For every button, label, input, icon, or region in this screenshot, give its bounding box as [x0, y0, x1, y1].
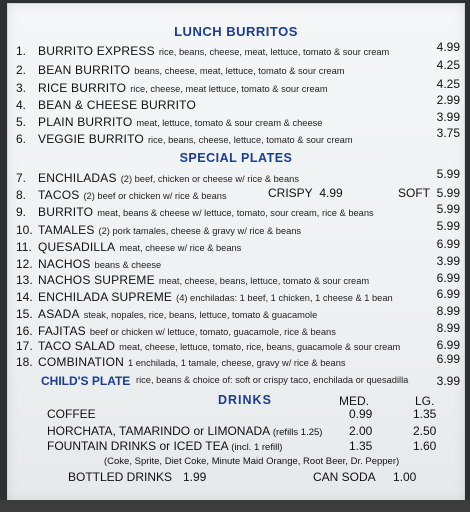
item-number: 12.: [16, 257, 33, 271]
item-name: BEAN & CHEESE BURRITO: [38, 98, 197, 112]
drink-med-price: 2.00: [349, 424, 373, 438]
crispy-label: CRISPY: [268, 186, 313, 200]
item-number: 14.: [16, 290, 33, 304]
item-description: (2) beef or chicken w/ rice & beans: [83, 191, 227, 201]
item-name: RICE BURRITO: [38, 81, 127, 95]
menu-board: [7, 3, 465, 502]
item-description: beans & cheese: [94, 260, 162, 270]
item-description: (2) beef, chicken or cheese w/ rice & beans: [120, 174, 299, 184]
item-number: 1.: [16, 44, 27, 58]
crispy-price: 4.99: [319, 186, 343, 200]
drink-note: (incl. 1 refill): [231, 442, 283, 453]
item-name: VEGGIE BURRITO: [38, 132, 144, 146]
item-description: rice, beans, cheese, lettuce, tomato & sour cream: [147, 135, 353, 145]
item-price: 4.25: [436, 58, 460, 72]
drink-lg-price: 2.50: [413, 424, 437, 438]
item-name: BEAN BURRITO: [38, 63, 131, 77]
menu-item: [8, 254, 464, 272]
item-number: 17.: [16, 339, 33, 353]
menu-item: [8, 304, 464, 322]
menu-item: [8, 339, 464, 354]
menu-item: [8, 202, 464, 220]
item-price: 5.99: [436, 219, 460, 233]
menu-item: [8, 58, 464, 78]
item-name: BURRITO: [38, 205, 94, 219]
item-number: 4.: [16, 98, 27, 112]
drinks-lg-header: LG.: [415, 394, 435, 408]
lunch-burritos-heading: LUNCH BURRITOS: [174, 24, 298, 39]
item-price: 6.99: [436, 352, 460, 366]
item-description: meat, cheese, lettuce, tomato, rice, beans, guacamole & sour cream: [119, 342, 401, 352]
item-description: meat, cheese, beans, lettuce, tomato & sour cream: [158, 276, 370, 286]
item-name: TAMALES: [38, 223, 95, 237]
special-plates-heading: SPECIAL PLATES: [179, 151, 293, 165]
soda-list: (Coke, Sprite, Diet Coke, Minute Maid Orange, Root Beer, Dr. Pepper): [104, 456, 400, 467]
drink-name: HORCHATA, TAMARINDO or LIMONADA: [47, 424, 270, 438]
item-name: BURRITO EXPRESS: [38, 44, 155, 58]
item-number: 6.: [16, 132, 27, 146]
item-description: meat, cheese w/ rice & beans: [119, 243, 242, 253]
item-price: 4.25: [436, 77, 460, 91]
item-number: 2.: [16, 63, 27, 77]
drink-lg-price: 1.35: [413, 407, 437, 421]
item-number: 7.: [16, 171, 27, 185]
item-name: ENCHILADAS: [38, 171, 117, 185]
item-price: 6.99: [436, 287, 460, 301]
item-name: FAJITAS: [38, 324, 86, 338]
drinks-heading: DRINKS: [218, 393, 272, 407]
drinks-med-header: MED.: [339, 394, 369, 408]
childs-plate-title: CHILD'S PLATE: [41, 374, 131, 388]
item-description: meat, beans & cheese w/ lettuce, tomato, sour cream, rice & beans: [97, 208, 374, 218]
item-price: 3.99: [436, 110, 460, 124]
menu-item: [8, 167, 464, 186]
item-description: meat, lettuce, tomato & sour cream & cheese: [136, 118, 323, 128]
menu-item: [8, 126, 464, 147]
menu-item: [8, 352, 464, 370]
item-number: 3.: [16, 81, 27, 95]
drink-med-price: 0.99: [349, 407, 373, 421]
item-number: 18.: [16, 355, 33, 369]
menu-item: [8, 77, 464, 96]
item-price: 8.99: [436, 321, 460, 335]
menu-item: [8, 273, 464, 288]
drink-name: COFFEE: [47, 407, 96, 421]
item-number: 5.: [16, 115, 27, 129]
item-name: QUESADILLA: [38, 240, 116, 254]
drink-note: (refills 1.25): [272, 427, 323, 438]
item-description: (4) enchiladas: 1 beef, 1 chicken, 1 cheese & 1 bean: [176, 293, 393, 303]
item-price: 3.75: [436, 126, 460, 140]
item-description: beans, cheese, meat, lettuce, tomato & sour cream: [134, 66, 345, 76]
menu-item: [8, 237, 464, 255]
menu-item: [8, 287, 464, 305]
item-number: 15.: [16, 307, 33, 321]
item-price: 5.99: [436, 186, 460, 200]
item-name: TACOS: [38, 188, 80, 202]
item-number: 8.: [16, 188, 27, 202]
menu-item: [8, 110, 464, 130]
childs-plate-price: 3.99: [436, 374, 460, 388]
menu-item: [8, 40, 464, 59]
item-number: 16.: [16, 324, 33, 338]
bottom-frame: [0, 500, 470, 512]
bottled-drinks-price: 1.99: [183, 470, 207, 484]
menu-item: [8, 219, 464, 238]
menu-item: [8, 93, 464, 113]
item-price: 6.99: [436, 338, 460, 352]
can-soda-label: CAN SODA: [313, 470, 376, 484]
bottled-drinks-label: BOTTLED DRINKS: [68, 470, 173, 484]
childs-plate-row: [8, 374, 464, 389]
item-name: ASADA: [38, 307, 80, 321]
item-description: (2) pork tamales, cheese & gravy w/ rice & beans: [98, 226, 302, 236]
item-number: 9.: [16, 205, 27, 219]
menu-item: [8, 321, 464, 339]
item-description: steak, nopales, rice, beans, lettuce, tomato & guacamole: [83, 310, 318, 320]
item-description: 1 enchilada, 1 tamale, cheese, gravy w/ rice & beans: [127, 358, 346, 368]
item-price: 6.99: [436, 237, 460, 251]
item-number: 13.: [16, 273, 33, 287]
childs-plate-description: rice, beans & choice of: soft or crispy taco, enchilada or quesadilla: [136, 375, 409, 385]
item-price: 5.99: [436, 202, 460, 216]
drink-med-price: 1.35: [349, 439, 373, 453]
soft-label: SOFT: [398, 186, 430, 200]
item-name: ENCHILADA SUPREME: [38, 290, 173, 304]
item-number: 11.: [16, 240, 32, 254]
item-price: 2.99: [436, 93, 460, 107]
item-name: NACHOS SUPREME: [38, 273, 155, 287]
item-description: rice, cheese, meat lettuce, tomato & sour cream: [130, 84, 328, 94]
drink-name: FOUNTAIN DRINKS or ICED TEA: [47, 439, 228, 453]
item-price: 5.99: [436, 167, 460, 181]
menu-item: [8, 188, 464, 203]
item-name: PLAIN BURRITO: [38, 115, 133, 129]
item-price: 3.99: [436, 254, 460, 268]
item-name: COMBINATION: [38, 355, 124, 369]
item-price: 8.99: [436, 304, 460, 318]
item-description: beef or chicken w/ lettuce, tomato, guacamole, rice & beans: [89, 327, 336, 337]
item-description: rice, beans, cheese, meat, lettuce, tomato & sour cream: [158, 47, 390, 57]
item-number: 10.: [16, 223, 33, 237]
item-price: 6.99: [436, 271, 460, 285]
item-price: 4.99: [436, 40, 460, 54]
can-soda-price: 1.00: [393, 470, 417, 484]
drink-lg-price: 1.60: [413, 439, 437, 453]
item-name: TACO SALAD: [38, 339, 116, 353]
item-name: NACHOS: [38, 257, 91, 271]
